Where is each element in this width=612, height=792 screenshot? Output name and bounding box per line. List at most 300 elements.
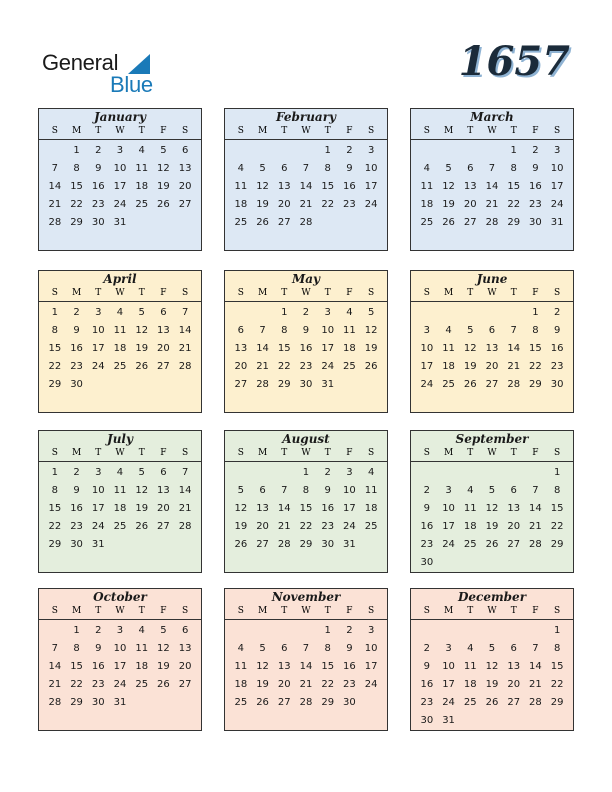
day-cell: 19 <box>135 503 149 514</box>
day-cell: 6 <box>281 163 288 174</box>
weekday-label: T <box>95 448 102 458</box>
day-cell: 25 <box>463 539 477 550</box>
day-cell: 23 <box>343 199 356 210</box>
day-cell: 17 <box>442 521 455 532</box>
day-cell: 27 <box>178 199 192 210</box>
day-cell: 19 <box>256 679 269 690</box>
day-grid <box>411 620 573 730</box>
empty-cell <box>459 622 481 640</box>
weekday-label: W <box>115 288 125 298</box>
day-cell: 30 <box>70 379 83 390</box>
empty-cell <box>252 622 274 640</box>
day-cell: 14 <box>178 485 192 496</box>
day-cell: 23 <box>343 679 356 690</box>
empty-cell <box>273 464 295 482</box>
day-cell: 1 <box>281 307 288 318</box>
weekday-label: S <box>423 448 430 458</box>
day-cell: 4 <box>367 467 375 478</box>
day-cell: 5 <box>160 145 167 156</box>
day-cell: 11 <box>113 485 127 496</box>
day-cell: 18 <box>135 661 149 672</box>
day-cell: 24 <box>113 199 127 210</box>
weekday-label: W <box>487 126 497 136</box>
weekday-label: S <box>368 606 375 616</box>
weekday-label: S <box>182 448 189 458</box>
weekday-label: W <box>115 448 125 458</box>
day-cell: 8 <box>51 325 59 336</box>
day-cell: 19 <box>157 181 170 192</box>
month-march <box>410 108 574 251</box>
day-cell: 9 <box>423 661 431 672</box>
empty-cell <box>481 142 503 160</box>
day-cell: 10 <box>550 163 564 174</box>
day-cell: 1 <box>73 145 80 156</box>
day-cell: 29 <box>70 697 83 708</box>
day-cell: 5 <box>488 485 496 496</box>
day-cell: 1 <box>51 307 59 318</box>
weekday-label: S <box>554 606 561 616</box>
weekday-label: T <box>467 606 474 616</box>
weekday-label: F <box>532 126 539 136</box>
day-cell: 13 <box>277 661 291 672</box>
day-cell: 11 <box>463 661 477 672</box>
day-cell: 16 <box>321 503 335 514</box>
day-cell: 23 <box>70 361 83 372</box>
day-grid <box>411 302 573 394</box>
day-cell: 19 <box>256 199 269 210</box>
empty-cell <box>481 464 503 482</box>
empty-cell <box>459 142 481 160</box>
day-cell: 20 <box>277 679 291 690</box>
day-cell: 31 <box>321 379 335 390</box>
month-title: January <box>94 110 146 124</box>
weekday-header <box>39 125 201 140</box>
empty-cell <box>416 622 438 640</box>
day-cell: 30 <box>91 217 105 228</box>
weekday-label: W <box>301 606 311 616</box>
day-cell: 6 <box>510 485 517 496</box>
day-cell: 22 <box>529 361 542 372</box>
day-cell: 27 <box>463 217 477 228</box>
day-cell: 11 <box>135 163 149 174</box>
day-grid <box>39 620 201 712</box>
weekday-label: S <box>237 126 244 136</box>
day-cell: 21 <box>48 679 62 690</box>
day-cell: 7 <box>259 325 266 336</box>
day-cell: 22 <box>70 199 83 210</box>
empty-cell <box>416 142 438 160</box>
day-cell: 8 <box>324 163 331 174</box>
day-cell: 9 <box>95 163 102 174</box>
day-cell: 2 <box>346 145 353 156</box>
empty-cell <box>44 142 66 160</box>
day-cell: 25 <box>463 697 477 708</box>
weekday-label: S <box>51 288 58 298</box>
day-grid <box>225 620 387 712</box>
day-cell: 10 <box>91 325 105 336</box>
day-cell: 31 <box>343 539 356 550</box>
day-cell: 31 <box>113 697 127 708</box>
day-cell: 15 <box>299 503 313 514</box>
weekday-label: W <box>301 448 311 458</box>
month-title: December <box>457 590 527 604</box>
weekday-header <box>225 287 387 302</box>
day-cell: 11 <box>420 181 434 192</box>
month-title: October <box>93 590 147 604</box>
day-cell: 21 <box>507 361 521 372</box>
day-cell: 11 <box>364 485 378 496</box>
day-cell: 24 <box>442 539 455 550</box>
day-cell: 11 <box>442 343 455 354</box>
day-cell: 22 <box>321 679 335 690</box>
day-cell: 7 <box>302 643 310 654</box>
day-cell: 9 <box>346 163 353 174</box>
weekday-label: M <box>443 288 454 298</box>
day-cell: 3 <box>445 485 452 496</box>
weekday-header <box>411 287 573 302</box>
day-cell: 4 <box>237 643 245 654</box>
day-cell: 12 <box>256 661 269 672</box>
day-cell: 20 <box>157 343 170 354</box>
empty-cell <box>481 622 503 640</box>
day-cell: 25 <box>113 361 127 372</box>
day-cell: 26 <box>463 379 477 390</box>
day-cell: 22 <box>48 521 62 532</box>
empty-cell <box>230 464 252 482</box>
month-february <box>224 108 388 251</box>
weekday-header <box>39 605 201 620</box>
day-cell: 24 <box>91 521 105 532</box>
day-cell: 13 <box>507 503 521 514</box>
day-cell: 28 <box>178 361 192 372</box>
weekday-label: S <box>368 448 375 458</box>
day-cell: 4 <box>346 307 353 318</box>
day-cell: 26 <box>485 539 499 550</box>
month-july <box>38 430 202 573</box>
weekday-header <box>225 605 387 620</box>
day-cell: 18 <box>463 521 477 532</box>
day-cell: 15 <box>507 181 521 192</box>
brand-name-part1: General <box>42 50 119 75</box>
day-cell: 5 <box>237 485 245 496</box>
day-cell: 15 <box>550 661 564 672</box>
day-cell: 27 <box>157 521 170 532</box>
empty-cell <box>273 142 295 160</box>
day-cell: 28 <box>256 379 269 390</box>
weekday-header <box>39 447 201 462</box>
day-cell: 3 <box>423 325 431 336</box>
day-cell: 2 <box>423 643 431 654</box>
empty-cell <box>459 464 481 482</box>
day-cell: 14 <box>277 503 291 514</box>
day-cell: 22 <box>321 199 335 210</box>
day-cell: 12 <box>485 503 499 514</box>
day-cell: 25 <box>135 679 149 690</box>
day-cell: 17 <box>343 503 356 514</box>
day-cell: 31 <box>550 217 564 228</box>
empty-cell <box>459 304 481 322</box>
day-cell: 2 <box>423 485 431 496</box>
day-cell: 25 <box>113 521 127 532</box>
weekday-label: M <box>443 126 454 136</box>
brand-name-part2: Blue <box>110 72 153 97</box>
day-cell: 9 <box>346 643 353 654</box>
weekday-label: M <box>443 448 454 458</box>
weekday-label: T <box>510 126 517 136</box>
weekday-label: S <box>554 288 561 298</box>
day-cell: 19 <box>442 199 455 210</box>
month-january <box>38 108 202 251</box>
day-cell: 3 <box>95 467 102 478</box>
day-cell: 27 <box>277 217 291 228</box>
day-cell: 17 <box>321 343 335 354</box>
day-cell: 13 <box>157 485 170 496</box>
weekday-label: T <box>281 606 288 616</box>
weekday-label: S <box>51 448 58 458</box>
empty-cell <box>252 142 274 160</box>
day-cell: 8 <box>51 485 59 496</box>
weekday-label: T <box>95 288 102 298</box>
day-cell: 26 <box>256 217 269 228</box>
day-cell: 21 <box>299 199 313 210</box>
day-cell: 3 <box>116 625 124 636</box>
month-title: September <box>455 432 529 446</box>
weekday-header <box>225 125 387 140</box>
day-cell: 1 <box>532 307 539 318</box>
day-cell: 19 <box>364 343 378 354</box>
day-cell: 12 <box>463 343 477 354</box>
weekday-label: M <box>257 288 268 298</box>
day-cell: 7 <box>51 643 59 654</box>
day-cell: 9 <box>532 163 539 174</box>
day-cell: 27 <box>277 697 291 708</box>
day-cell: 18 <box>463 679 477 690</box>
day-cell: 16 <box>343 661 356 672</box>
weekday-label: S <box>423 606 430 616</box>
weekday-label: F <box>346 448 353 458</box>
day-cell: 24 <box>113 679 127 690</box>
day-cell: 28 <box>178 521 192 532</box>
day-cell: 1 <box>73 625 80 636</box>
day-cell: 5 <box>138 467 145 478</box>
day-cell: 3 <box>445 643 452 654</box>
day-cell: 8 <box>553 485 561 496</box>
day-cell: 28 <box>299 697 313 708</box>
day-cell: 23 <box>299 361 313 372</box>
day-cell: 1 <box>51 467 59 478</box>
day-cell: 30 <box>321 539 335 550</box>
day-cell: 21 <box>485 199 499 210</box>
day-cell: 1 <box>553 467 561 478</box>
day-cell: 5 <box>160 625 167 636</box>
empty-cell <box>525 464 547 482</box>
day-cell: 28 <box>48 697 62 708</box>
day-cell: 28 <box>48 217 62 228</box>
weekday-label: F <box>160 288 167 298</box>
day-cell: 14 <box>48 661 62 672</box>
day-cell: 10 <box>420 343 434 354</box>
day-cell: 25 <box>420 217 434 228</box>
day-cell: 31 <box>113 217 127 228</box>
weekday-header <box>411 125 573 140</box>
day-cell: 6 <box>181 625 189 636</box>
day-cell: 20 <box>256 521 269 532</box>
day-cell: 26 <box>135 361 149 372</box>
day-cell: 20 <box>485 361 499 372</box>
day-cell: 10 <box>91 485 105 496</box>
empty-cell <box>230 304 252 322</box>
weekday-label: S <box>554 126 561 136</box>
day-grid <box>225 462 387 554</box>
weekday-label: T <box>138 288 145 298</box>
day-cell: 9 <box>302 325 310 336</box>
day-cell: 21 <box>529 521 542 532</box>
day-cell: 11 <box>234 661 248 672</box>
day-cell: 21 <box>178 503 192 514</box>
day-cell: 30 <box>420 557 434 568</box>
day-cell: 18 <box>113 343 127 354</box>
weekday-label: W <box>115 126 125 136</box>
empty-cell <box>295 142 317 160</box>
month-june <box>410 270 574 413</box>
month-april <box>38 270 202 413</box>
month-title: July <box>107 432 133 446</box>
empty-cell <box>503 622 525 640</box>
day-cell: 25 <box>234 697 248 708</box>
day-cell: 30 <box>420 715 434 726</box>
empty-cell <box>416 304 438 322</box>
day-cell: 11 <box>234 181 248 192</box>
day-cell: 24 <box>420 379 434 390</box>
day-cell: 9 <box>423 503 431 514</box>
day-cell: 25 <box>442 379 455 390</box>
day-cell: 11 <box>135 643 149 654</box>
day-cell: 13 <box>234 343 248 354</box>
weekday-label: T <box>324 288 331 298</box>
day-grid <box>411 462 573 572</box>
month-september <box>410 430 574 573</box>
day-cell: 1 <box>510 145 517 156</box>
day-cell: 18 <box>234 679 248 690</box>
weekday-label: T <box>95 126 102 136</box>
day-cell: 30 <box>550 379 564 390</box>
day-cell: 27 <box>507 539 521 550</box>
day-cell: 6 <box>181 145 189 156</box>
weekday-label: T <box>138 606 145 616</box>
empty-cell <box>438 142 460 160</box>
empty-cell <box>273 622 295 640</box>
day-cell: 24 <box>364 199 378 210</box>
weekday-label: T <box>467 448 474 458</box>
day-cell: 17 <box>113 181 127 192</box>
day-cell: 26 <box>234 539 248 550</box>
day-cell: 19 <box>485 679 499 690</box>
weekday-label: S <box>368 126 375 136</box>
day-cell: 20 <box>463 199 477 210</box>
day-cell: 3 <box>95 307 102 318</box>
month-august <box>224 430 388 573</box>
day-cell: 16 <box>91 181 105 192</box>
weekday-header <box>411 447 573 462</box>
day-cell: 12 <box>135 485 149 496</box>
weekday-label: W <box>487 448 497 458</box>
day-cell: 29 <box>529 379 542 390</box>
day-cell: 13 <box>178 643 192 654</box>
day-cell: 7 <box>510 325 517 336</box>
empty-cell <box>503 464 525 482</box>
day-grid <box>411 140 573 232</box>
day-cell: 17 <box>420 361 434 372</box>
weekday-label: F <box>532 288 539 298</box>
day-cell: 7 <box>488 163 496 174</box>
day-cell: 12 <box>234 503 248 514</box>
day-cell: 12 <box>157 163 170 174</box>
day-cell: 30 <box>70 539 83 550</box>
weekday-label: S <box>182 606 189 616</box>
day-cell: 14 <box>529 503 542 514</box>
day-cell: 9 <box>73 485 80 496</box>
day-cell: 15 <box>48 503 62 514</box>
day-cell: 26 <box>157 679 170 690</box>
day-cell: 18 <box>234 199 248 210</box>
day-cell: 11 <box>343 325 356 336</box>
day-cell: 15 <box>277 343 291 354</box>
day-cell: 14 <box>485 181 499 192</box>
day-cell: 17 <box>550 181 564 192</box>
weekday-label: S <box>237 448 244 458</box>
day-cell: 29 <box>299 539 313 550</box>
empty-cell <box>438 464 460 482</box>
day-cell: 13 <box>277 181 291 192</box>
day-cell: 27 <box>178 679 192 690</box>
weekday-label: F <box>160 448 167 458</box>
month-title: June <box>476 272 508 286</box>
day-cell: 3 <box>324 307 331 318</box>
weekday-label: W <box>487 606 497 616</box>
day-cell: 9 <box>73 325 80 336</box>
month-title: February <box>275 110 336 124</box>
day-cell: 7 <box>181 307 189 318</box>
day-cell: 16 <box>70 503 83 514</box>
weekday-label: S <box>368 288 375 298</box>
day-cell: 10 <box>364 163 378 174</box>
month-title: August <box>282 432 330 446</box>
day-cell: 22 <box>277 361 291 372</box>
day-cell: 16 <box>299 343 313 354</box>
day-cell: 17 <box>113 661 127 672</box>
day-cell: 29 <box>48 379 62 390</box>
day-cell: 10 <box>442 503 455 514</box>
day-cell: 25 <box>343 361 356 372</box>
day-cell: 24 <box>343 521 356 532</box>
day-cell: 17 <box>91 343 105 354</box>
month-november <box>224 588 388 731</box>
day-cell: 2 <box>532 145 539 156</box>
day-cell: 19 <box>135 343 149 354</box>
day-cell: 4 <box>138 625 145 636</box>
day-cell: 2 <box>95 145 102 156</box>
month-may <box>224 270 388 413</box>
day-cell: 2 <box>73 467 80 478</box>
weekday-label: F <box>346 606 353 616</box>
day-cell: 25 <box>364 521 378 532</box>
day-cell: 30 <box>91 697 105 708</box>
day-cell: 28 <box>485 217 499 228</box>
day-cell: 10 <box>442 661 455 672</box>
empty-cell <box>230 622 252 640</box>
day-cell: 8 <box>510 163 517 174</box>
month-title: March <box>470 110 514 124</box>
